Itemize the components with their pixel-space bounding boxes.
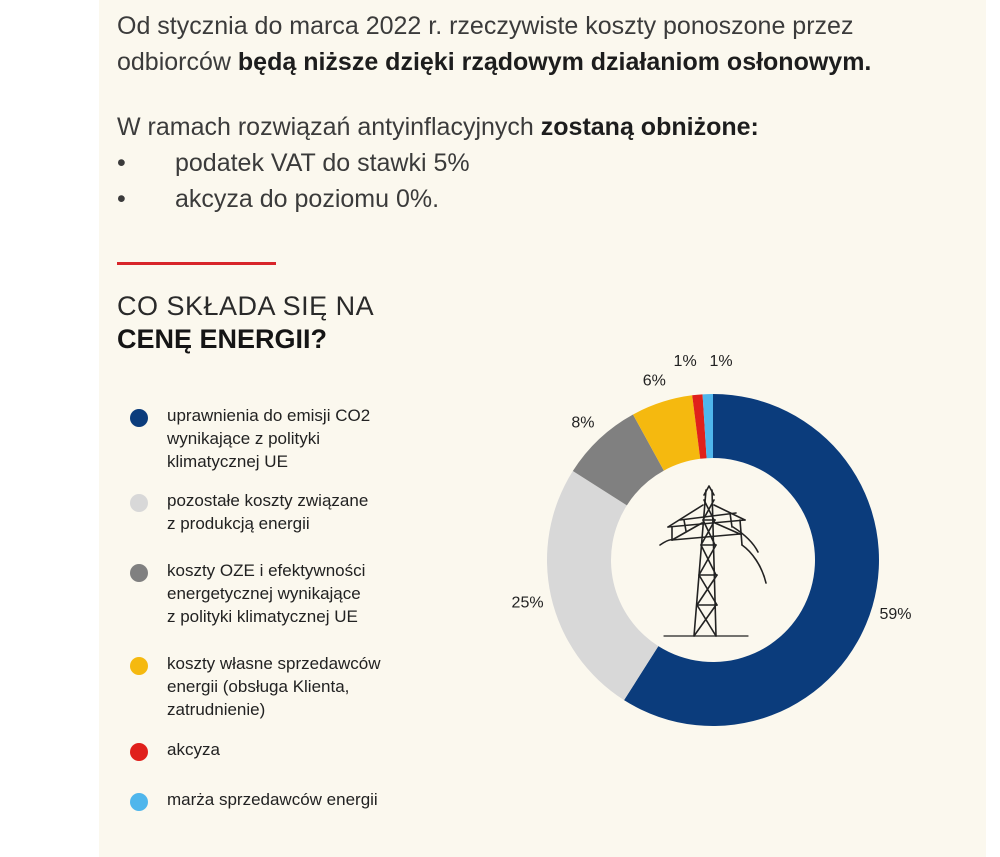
bullet-marker: • [117, 185, 126, 213]
legend-label-line: energii (obsługa Klienta, [167, 677, 350, 696]
intro-line-3: W ramach rozwiązań antyinflacyjnych [117, 113, 541, 141]
intro-line-1: Od stycznia do marca 2022 r. rzeczywiste koszty ponoszone przez [117, 12, 854, 40]
legend-label-line: z polityki klimatycznej UE [167, 607, 358, 626]
donut-slice [547, 471, 658, 700]
legend-label-line: energetycznej wynikające [167, 584, 361, 603]
legend-label-line: zatrudnienie) [167, 700, 266, 719]
heading-line-1: CO SKŁADA SIĘ NA [117, 291, 375, 321]
intro-line-3-bold: zostaną obniżone: [540, 113, 759, 141]
value-label: 25% [511, 594, 544, 612]
intro-line-2: odbiorców [117, 48, 238, 76]
value-label: 8% [571, 414, 595, 432]
legend-label-line: pozostałe koszty związane [167, 491, 369, 510]
legend-label-line: marża sprzedawców energii [167, 790, 378, 809]
value-label: 6% [642, 372, 666, 390]
value-label: 59% [879, 606, 912, 624]
value-label: 1% [709, 353, 733, 370]
legend-label-line: akcyza [167, 740, 220, 759]
legend-label-line: klimatycznej UE [167, 452, 288, 471]
legend-label-line: wynikające z polityki [167, 429, 321, 448]
heading-line-2: CENĘ ENERGII? [117, 324, 328, 354]
list-item-text: akcyza do poziomu 0%. [175, 185, 440, 213]
intro-line-2-bold: będą niższe dzięki rządowym działaniom osłonowym. [237, 48, 872, 76]
list-item-text: podatek VAT do stawki 5% [175, 149, 470, 177]
donut-slices [547, 394, 879, 726]
legend-label-line: koszty własne sprzedawców [167, 654, 381, 673]
legend-label-line: z produkcją energii [167, 514, 310, 533]
power-pylon-icon [660, 486, 766, 636]
value-label: 1% [673, 353, 697, 370]
bullet-marker: • [117, 149, 126, 177]
legend-label-line: uprawnienia do emisji CO2 [167, 406, 371, 425]
legend-label-line: koszty OZE i efektywności [167, 561, 366, 580]
